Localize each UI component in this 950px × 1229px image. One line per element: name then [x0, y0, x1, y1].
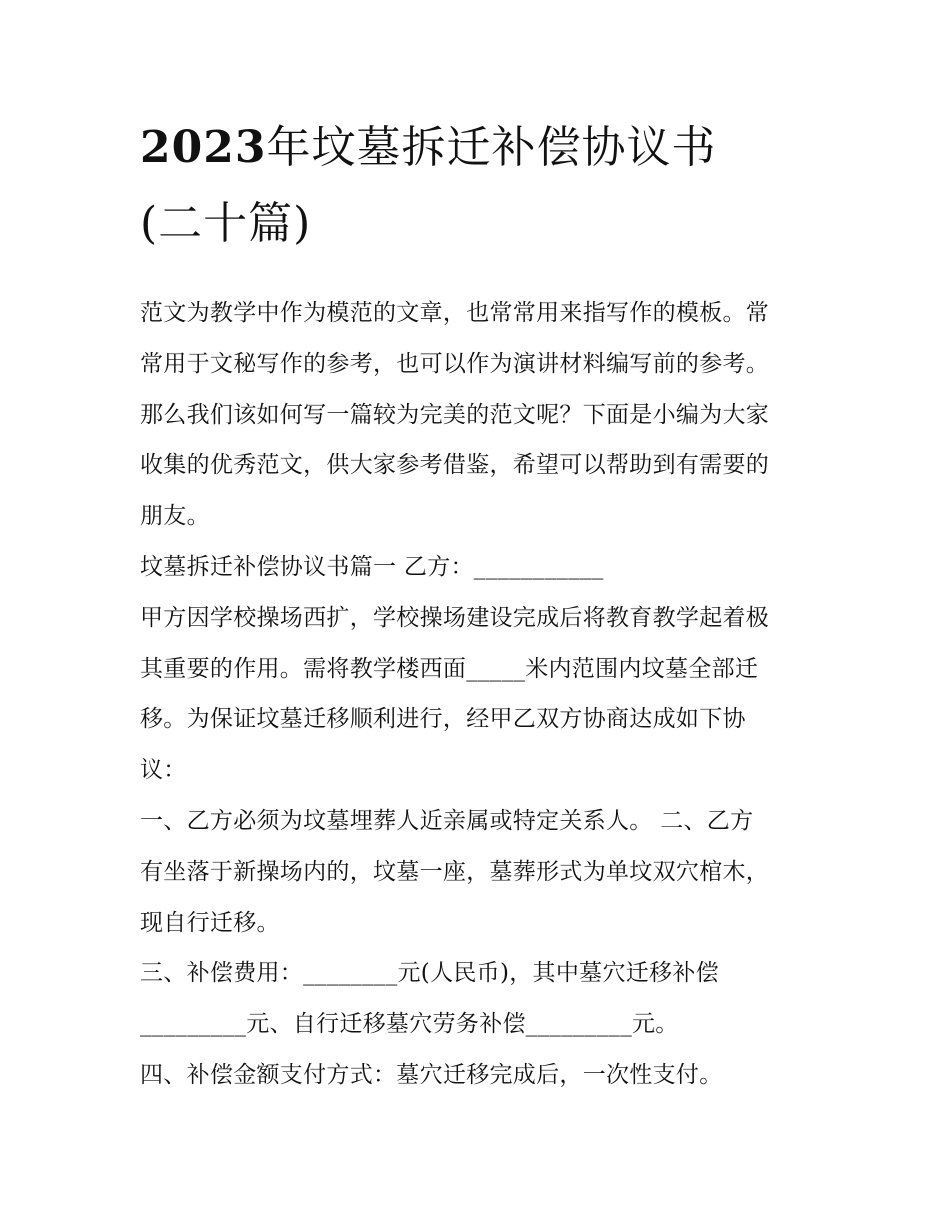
body-line: 有坐落于新操场内的，坟墓一座，墓葬形式为单坟双穴棺木， [140, 858, 770, 885]
title-text: 年坟墓拆迁补偿协议书 [266, 122, 717, 173]
body-line: 那么我们该如何写一篇较为完美的范文呢？下面是小编为大家 [140, 401, 770, 428]
body-line: 现自行迁移。 [140, 909, 280, 936]
body-line: 范文为教学中作为模范的文章，也常常用来指写作的模板。常 [140, 300, 770, 326]
body-line: 朋友。 [140, 503, 210, 530]
body-line: 一、乙方必须为坟墓埋葬人近亲属或特定关系人。 二、乙方 [140, 807, 754, 834]
section-heading-line: 坟墓拆迁补偿协议书篇一 乙方：___________ [140, 553, 604, 580]
body-line: 收集的优秀范文，供大家参考借鉴，希望可以帮助到有需要的 [140, 452, 770, 479]
title-year: 2023 [140, 122, 267, 173]
body-line: 三、补偿费用：________元(人民币)，其中墓穴迁移补偿 [140, 960, 719, 987]
title-line-1 [140, 110, 820, 186]
body-line: 甲方因学校操场西扩，学校操场建设完成后将教育教学起着极 [140, 604, 770, 631]
body-line: _________元、自行迁移墓穴劳务补偿_________元。 [140, 1011, 679, 1038]
title-line-2: (二十篇) [140, 198, 312, 249]
body-line: 议： [140, 757, 187, 784]
body-line: 其重要的作用。需将教学楼西面_____米内范围内坟墓全部迁 [140, 655, 759, 682]
body-line: 移。为保证坟墓迁移顺利进行，经甲乙双方协商达成如下协 [140, 706, 746, 733]
document-page [140, 110, 820, 1101]
body-line: 四、补偿金额支付方式：墓穴迁移完成后，一次性支付。 [140, 1061, 723, 1088]
body-line: 常用于文秘写作的参考，也可以作为演讲材料编写前的参考。 [140, 350, 770, 377]
document-title [140, 110, 820, 262]
document-body [140, 288, 820, 1101]
